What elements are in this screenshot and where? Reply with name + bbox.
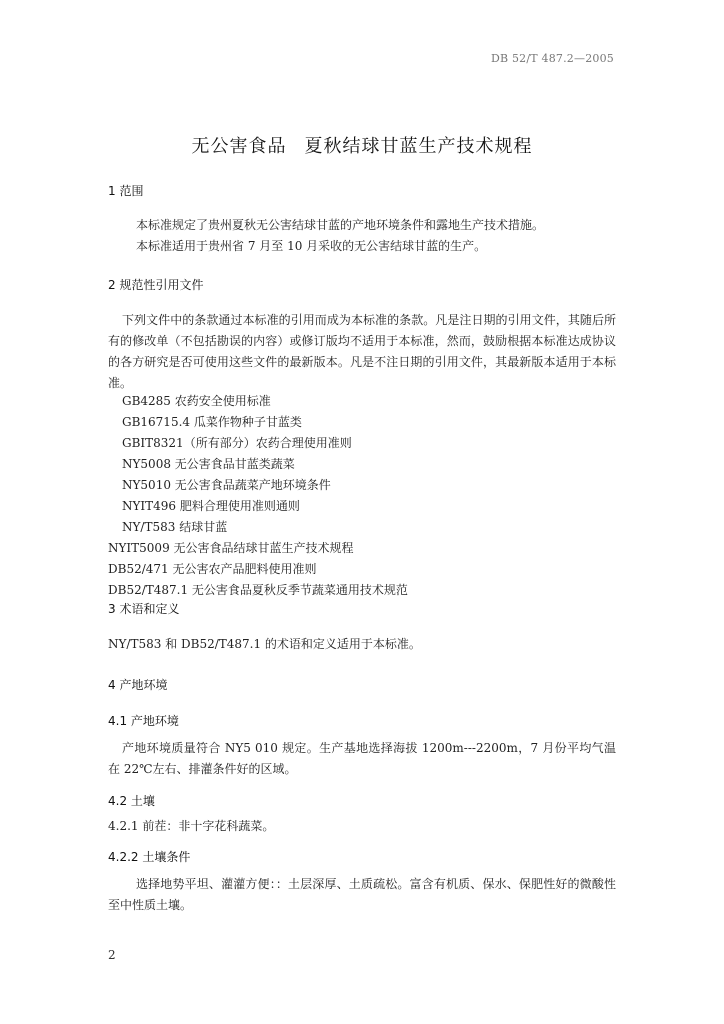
ref-item-7: NY/T583 结球甘蓝: [122, 520, 228, 534]
section-4-2-1: 4.2.1 前茬：非十字花科蔬菜。: [108, 819, 275, 833]
ref-item-9: DB52/471 无公害农产品肥料使用准则: [108, 562, 317, 576]
section-2-heading: 2 规范性引用文件: [108, 278, 204, 292]
section-4-heading: 4 产地环境: [108, 678, 168, 692]
ref-item-3: GBIT8321（所有部分）农药合理使用准则: [122, 436, 352, 450]
document-title: [0, 132, 724, 158]
section-4-2-heading: 4.2 土壤: [108, 794, 155, 808]
section-1-para-1: 本标准规定了贵州夏秋无公害结球甘蓝的产地环境条件和露地生产技术措施。: [136, 218, 545, 232]
section-2-intro: 下列文件中的条款通过本标准的引用而成为本标准的条款。凡是注日期的引用文件，其随后所有的修改单（不包括勘误的内容）或修订版均不适用于本标准，然而，鼓励根据本标准达成协议的各方研究是否可使用这些文件的最新版本。凡是不注日期的引用文件，其最新版本适用于本标准。: [108, 313, 616, 390]
title-part-1: 无公害食品: [191, 136, 287, 157]
ref-item-8: NYIT5009 无公害食品结球甘蓝生产技术规程: [108, 541, 354, 555]
section-3-heading: 3 术语和定义: [108, 602, 180, 616]
ref-item-2: GB16715.4 瓜菜作物种子甘蓝类: [122, 415, 302, 429]
ref-item-4: NY5008 无公害食品甘蓝类蔬菜: [122, 457, 295, 471]
section-4-2-2-heading: 4.2.2 土壤条件: [108, 850, 191, 864]
section-4-2-2-para: 选择地势平坦、灌灌方便：：土层深厚、土质疏松。富含有机质、保水、保肥性好的微酸性至中性质土壤。: [108, 877, 616, 912]
title-part-2: 夏秋结球甘蓝生产技术规程: [304, 136, 533, 157]
section-1-para-2: 本标准适用于贵州省 7 月至 10 月采收的无公害结球甘蓝的生产。: [136, 239, 487, 253]
section-4-1-heading: 4.1 产地环境: [108, 714, 179, 728]
page-number: 2: [108, 948, 116, 962]
ref-item-6: NYIT496 肥料合理使用准则通则: [122, 499, 300, 513]
ref-item-5: NY5010 无公害食品蔬菜产地环境条件: [122, 478, 331, 492]
ref-item-1: GB4285 农药安全使用标准: [122, 394, 271, 408]
doc-code-header: DB 52/T 487.2—2005: [490, 52, 614, 65]
ref-item-10: DB52/T487.1 无公害食品夏秋反季节蔬菜通用技术规范: [108, 583, 408, 597]
section-4-1-para: 产地环境质量符合 NY5 010 规定。生产基地选择海拔 1200m---2200m，7 月份平均气温在 22℃左右、排灌条件好的区域。: [108, 741, 616, 776]
section-1-heading: 1 范围: [108, 184, 144, 198]
section-3-para: NY/T583 和 DB52/T487.1 的术语和定义适用于本标准。: [108, 637, 421, 651]
